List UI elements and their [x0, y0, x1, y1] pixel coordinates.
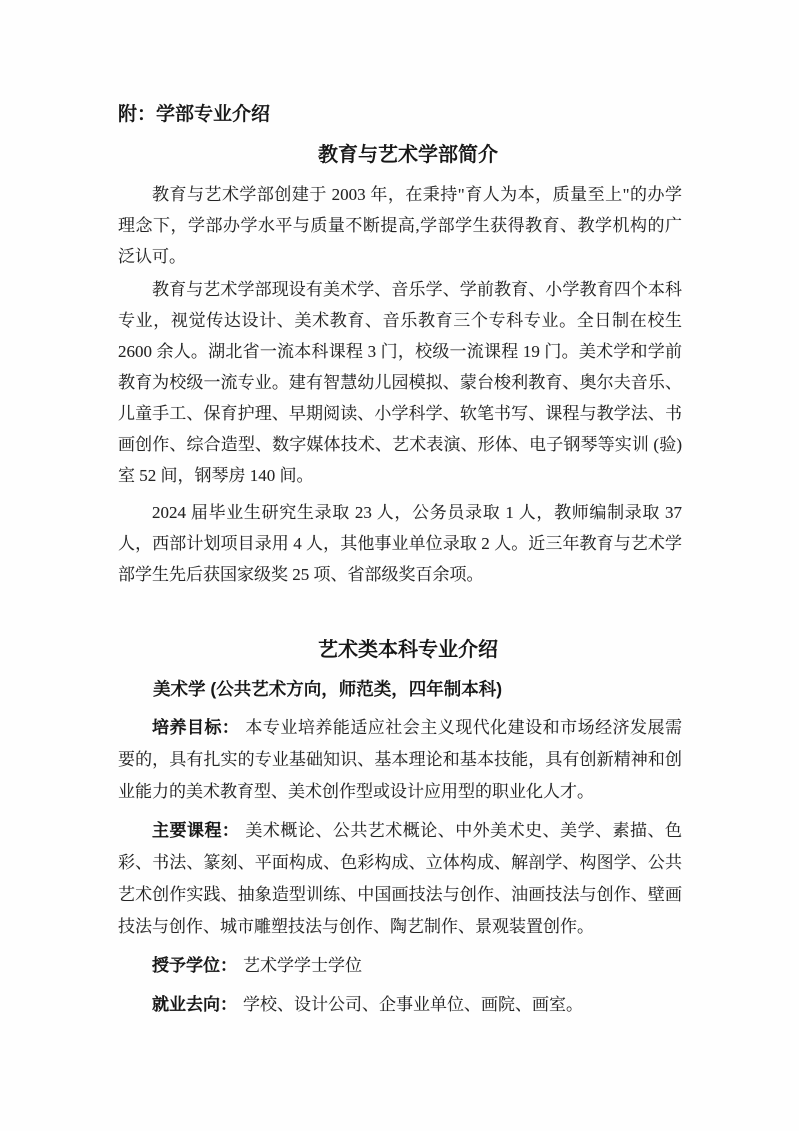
- attachment-heading: 附：学部专业介绍: [118, 104, 271, 125]
- entry-label-training-objectives: 培养目标：: [152, 718, 240, 737]
- entry-text-training-objectives: 本专业培养能适应社会主义现代化建设和市场经济发展需要的，具有扎实的专业基础知识、基本理论和基本技能，具有创新精神和创业能力的美术教育型、美术创作型或设计应用型的职业化人才。: [118, 718, 683, 801]
- paragraph-dept-majors-facilities: 教育与艺术学部现设有美术学、音乐学、学前教育、小学教育四个本科专业，视觉传达设计、美术教育、音乐教育三个专科专业。全日制在校生 2600 余人。湖北省一流本科课程 3 门，校级一流课程 19 门。美术学和学前教育为校级一流专业。建有智慧幼儿园模拟、蒙台梭利教育、奥尔夫音乐、儿童手工、保育护理、早期阅读、小学科学、软笔书写、课程与教学法、书画创作、综合造型、数字媒体技术、艺术表演、形体、电子钢琴等实训 (验)室 52 间，钢琴房 140 间。: [118, 280, 682, 485]
- entry-text-main-courses: 美术概论、公共艺术概论、中外美术史、美学、素描、色彩、书法、篆刻、平面构成、色彩构成、立体构成、解剖学、构图学、公共艺术创作实践、抽象造型训练、中国画技法与创作、油画技法与创作、壁画技法与创作、城市雕塑技法与创作、陶艺制作、景观装置创作。: [118, 821, 683, 936]
- section1-title: 教育与艺术学部简介: [318, 144, 498, 166]
- entry-training-objectives: [118, 712, 682, 808]
- entry-label-degree-awarded: 授予学位：: [152, 956, 237, 975]
- paragraph-dept-founding: 教育与艺术学部创建于 2003 年，在秉持"育人为本，质量至上"的办学理念下，学部办学水平与质量不断提高,学部学生获得教育、教学机构的广泛认可。: [118, 185, 682, 266]
- entry-employment-direction: [118, 989, 682, 1021]
- entry-label-main-courses: 主要课程：: [152, 821, 240, 840]
- entry-main-courses: [118, 815, 682, 943]
- paragraph-graduate-outcomes: 2024 届毕业生研究生录取 23 人，公务员录取 1 人，教师编制录取 37 人，西部计划项目录用 4 人，其他事业单位录取 2 人。近三年教育与艺术学部学生先后获国家级奖 25 项、省部级奖百余项。: [118, 503, 682, 584]
- entry-text-degree-awarded: 艺术学学士学位: [243, 956, 362, 975]
- major-heading-fine-arts: 美术学 (公共艺术方向，师范类，四年制本科): [153, 679, 503, 699]
- section2-title: 艺术类本科专业介绍: [318, 639, 498, 661]
- entry-text-employment-direction: 学校、设计公司、企事业单位、画院、画室。: [243, 995, 583, 1014]
- entry-degree-awarded: [118, 950, 682, 982]
- entry-label-employment-direction: 就业去向：: [152, 995, 237, 1014]
